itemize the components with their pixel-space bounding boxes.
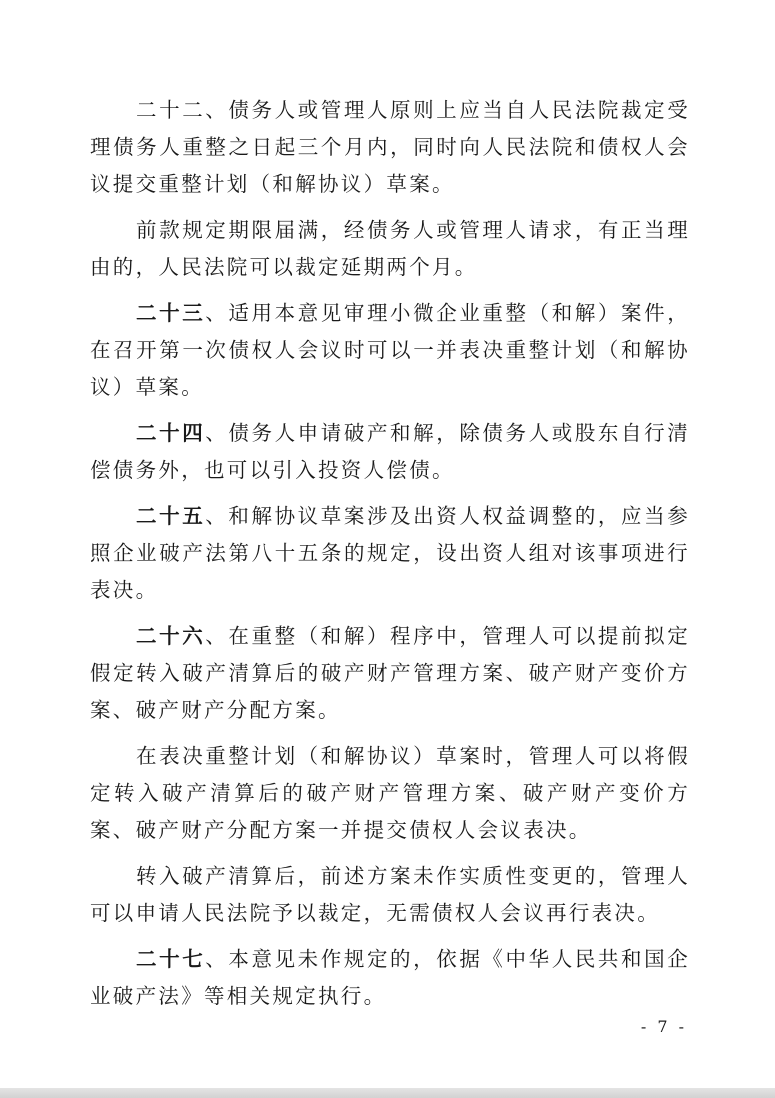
document-body: [90, 92, 690, 1024]
paragraph-text: 在表决重整计划（和解协议）草案时，管理人可以将假定转入破产清算后的破产财产管理方案、破产财产变价方案、破产财产分配方案一并提交债权人会议表决。: [90, 744, 690, 842]
paragraph-text: 、债务人申请破产和解，除债务人或股东自行清偿债务外，也可以引入投资人偿债。: [90, 421, 690, 482]
paragraph-lead: 二十七: [136, 947, 206, 971]
paragraph-text: 二十二、债务人或管理人原则上应当自人民法院裁定受理债务人重整之日起三个月内，同时向人民法院和债权人会议提交重整计划（和解协议）草案。: [90, 98, 690, 196]
paragraph-lead: 二十四: [136, 421, 206, 445]
paragraph-26-3: [90, 858, 690, 932]
paragraph-text: 、和解协议草案涉及出资人权益调整的，应当参照企业破产法第八十五条的规定，设出资人组对该事项进行表决。: [90, 504, 690, 602]
paragraph-text: 前款规定期限届满，经债务人或管理人请求，有正当理由的，人民法院可以裁定延期两个月。: [90, 218, 690, 279]
paragraph-text: 、本意见未作规定的，依据《中华人民共和国企业破产法》等相关规定执行。: [90, 947, 690, 1008]
paragraph-22: [90, 92, 690, 203]
paragraph-lead: 二十六: [136, 624, 206, 648]
page-number: - 7 -: [640, 1017, 687, 1036]
paragraph-26: [90, 618, 690, 729]
paragraph-22-2: [90, 212, 690, 286]
paragraph-24: [90, 415, 690, 489]
paragraph-23: [90, 295, 690, 406]
paragraph-25: [90, 498, 690, 609]
paragraph-27: [90, 941, 690, 1015]
paragraph-text: 、适用本意见审理小微企业重整（和解）案件，在召开第一次债权人会议时可以一并表决重整计划（和解协议）草案。: [90, 301, 690, 399]
paragraph-26-2: [90, 738, 690, 849]
paragraph-text: 转入破产清算后，前述方案未作实质性变更的，管理人可以申请人民法院予以裁定，无需债权人会议再行表决。: [90, 864, 690, 925]
paragraph-lead: 二十五: [136, 504, 206, 528]
page-bottom-edge: [0, 1088, 775, 1098]
paragraph-text: 、在重整（和解）程序中，管理人可以提前拟定假定转入破产清算后的破产财产管理方案、破产财产变价方案、破产财产分配方案。: [90, 624, 690, 722]
paragraph-lead: 二十三: [136, 301, 206, 325]
